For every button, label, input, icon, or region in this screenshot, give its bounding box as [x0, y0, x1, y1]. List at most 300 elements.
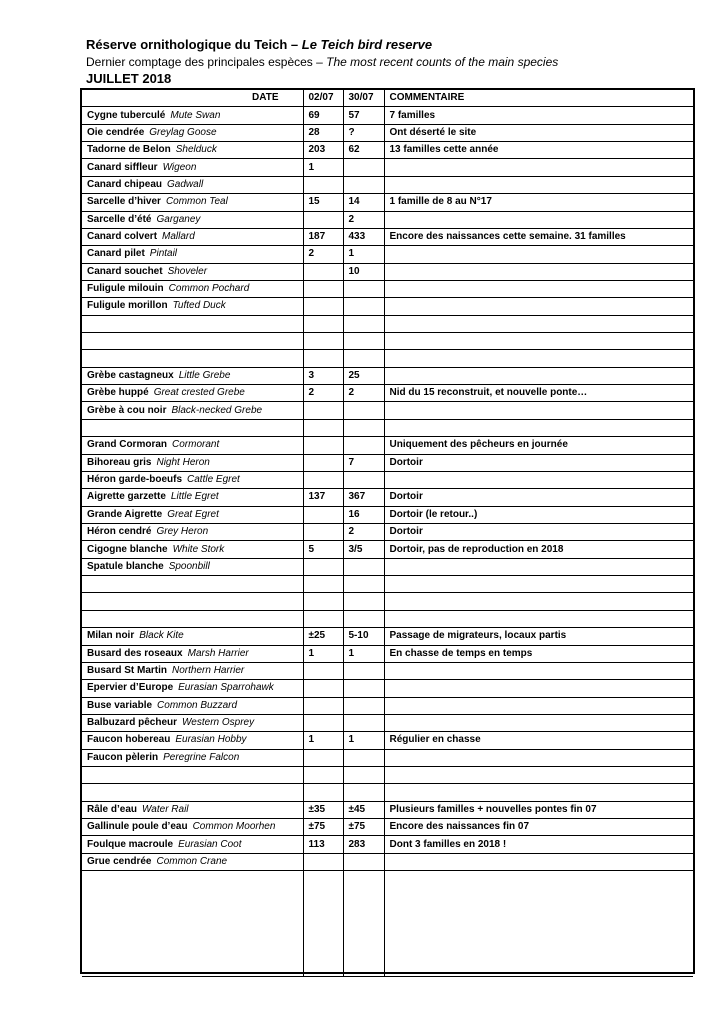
count-cell-2 — [343, 159, 384, 176]
species-english-name: Shoveler — [167, 265, 208, 277]
count-cell-1 — [303, 263, 343, 280]
table-row — [82, 246, 693, 263]
count-cell-1 — [303, 280, 343, 297]
table-row — [82, 836, 693, 853]
comment-cell — [384, 784, 693, 801]
blank-cell — [343, 871, 384, 977]
species-french-name: Epervier d’Europe — [87, 682, 174, 694]
species-french-name: Cigogne blanche — [87, 543, 168, 555]
count-cell-1 — [303, 680, 343, 697]
species-english-name: Peregrine Falcon — [163, 751, 240, 763]
count-cell-2 — [343, 767, 384, 784]
count-cell-2 — [343, 176, 384, 193]
count-cell-1 — [303, 333, 343, 350]
count-cell-2: 283 — [343, 836, 384, 853]
species-cell — [82, 523, 303, 540]
species-cell — [82, 454, 303, 471]
count-cell-2: ±75 — [343, 819, 384, 836]
table-row — [82, 228, 693, 245]
species-english-name: Spoonbill — [168, 560, 210, 572]
species-english-name: Eurasian Sparrohawk — [178, 682, 274, 694]
count-cell-1: ±75 — [303, 819, 343, 836]
species-cell — [82, 228, 303, 245]
species-cell — [82, 645, 303, 662]
subtitle-english: The most recent counts of the main species — [326, 55, 559, 69]
species-english-name: Common Buzzard — [157, 699, 238, 711]
species-cell — [82, 194, 303, 211]
count-cell-2: 1 — [343, 732, 384, 749]
comment-cell: En chasse de temps en temps — [384, 645, 693, 662]
table-row — [82, 315, 693, 332]
comment-cell: Encore des naissances fin 07 — [384, 819, 693, 836]
species-english-name: Water Rail — [142, 803, 189, 815]
blank-cell — [384, 871, 693, 977]
species-cell — [82, 506, 303, 523]
comment-cell — [384, 749, 693, 766]
table-row — [82, 194, 693, 211]
species-english-name: Cattle Egret — [187, 474, 240, 486]
comment-cell: Dortoir — [384, 523, 693, 540]
species-french-name: Gallinule poule d’eau — [87, 821, 188, 833]
species-english-name: Tufted Duck — [172, 300, 226, 312]
species-english-name: Eurasian Coot — [178, 838, 242, 850]
table-row — [82, 176, 693, 193]
count-cell-1: 1 — [303, 732, 343, 749]
species-french-name: Fuligule milouin — [87, 283, 164, 295]
count-cell-2: ? — [343, 124, 384, 141]
species-cell — [82, 801, 303, 818]
species-french-name: Canard pilet — [87, 248, 145, 260]
species-french-name: Canard colvert — [87, 231, 158, 243]
species-cell — [82, 385, 303, 402]
species-english-name: Common Pochard — [168, 283, 250, 295]
species-english-name: Pintail — [149, 248, 178, 260]
count-cell-2: 62 — [343, 142, 384, 159]
count-cell-1 — [303, 298, 343, 315]
species-french-name: Cygne tuberculé — [87, 109, 166, 121]
blank-cell — [82, 871, 303, 977]
species-cell — [82, 367, 303, 384]
species-french-name: Sarcelle d’été — [87, 213, 152, 225]
count-cell-1 — [303, 576, 343, 593]
table-blank-area — [82, 871, 693, 977]
comment-cell — [384, 471, 693, 488]
count-cell-2 — [343, 576, 384, 593]
count-cell-2 — [343, 437, 384, 454]
species-cell — [82, 558, 303, 575]
table-row — [82, 697, 693, 714]
species-english-name: Grey Heron — [156, 526, 209, 538]
table-row — [82, 298, 693, 315]
species-english-name: Eurasian Hobby — [175, 734, 247, 746]
comment-cell: Dortoir — [384, 489, 693, 506]
table-row — [82, 767, 693, 784]
month-label: JUILLET 2018 — [86, 71, 172, 86]
table-row — [82, 107, 693, 124]
comment-cell — [384, 697, 693, 714]
comment-cell: Dont 3 familles en 2018 ! — [384, 836, 693, 853]
species-french-name: Bihoreau gris — [87, 456, 152, 468]
table-row — [82, 124, 693, 141]
species-english-name: Greylag Goose — [149, 126, 217, 138]
species-cell — [82, 402, 303, 419]
species-french-name: Râle d’eau — [87, 803, 138, 815]
count-cell-1 — [303, 437, 343, 454]
species-french-name: Milan noir — [87, 630, 135, 642]
comment-cell — [384, 246, 693, 263]
species-cell — [82, 176, 303, 193]
comment-cell: Nid du 15 reconstruit, et nouvelle ponte… — [384, 385, 693, 402]
count-cell-1: 15 — [303, 194, 343, 211]
count-cell-1: 3 — [303, 367, 343, 384]
count-cell-1: 69 — [303, 107, 343, 124]
table-row — [82, 437, 693, 454]
species-english-name: Common Crane — [156, 855, 228, 867]
count-cell-1 — [303, 853, 343, 870]
count-cell-2: 3/5 — [343, 541, 384, 558]
species-french-name: Busard St Martin — [87, 665, 168, 677]
species-english-name: Common Moorhen — [192, 821, 276, 833]
comment-cell: 13 familles cette année — [384, 142, 693, 159]
count-cell-2 — [343, 280, 384, 297]
species-english-name: Gadwall — [167, 178, 204, 190]
species-english-name: Night Heron — [156, 456, 210, 468]
table-header-row — [82, 90, 693, 107]
count-cell-1: ±25 — [303, 628, 343, 645]
count-cell-1 — [303, 714, 343, 731]
count-cell-1 — [303, 784, 343, 801]
species-english-name: Common Teal — [165, 196, 228, 208]
count-cell-1 — [303, 176, 343, 193]
count-cell-1 — [303, 523, 343, 540]
table-row — [82, 732, 693, 749]
species-french-name: Canard siffleur — [87, 161, 158, 173]
species-english-name: Cormorant — [172, 439, 220, 451]
species-french-name: Buse variable — [87, 699, 153, 711]
comment-cell: 7 familles — [384, 107, 693, 124]
table-row — [82, 714, 693, 731]
species-cell — [82, 350, 303, 367]
count-cell-2 — [343, 333, 384, 350]
species-english-name: Garganey — [156, 213, 201, 225]
table-row — [82, 419, 693, 436]
count-cell-2: 367 — [343, 489, 384, 506]
species-french-name: Spatule blanche — [87, 560, 164, 572]
comment-cell — [384, 610, 693, 627]
count-cell-2: 14 — [343, 194, 384, 211]
count-cell-1: 28 — [303, 124, 343, 141]
species-english-name: Little Egret — [170, 491, 219, 503]
species-cell — [82, 662, 303, 679]
table-row — [82, 523, 693, 540]
comment-cell — [384, 176, 693, 193]
species-english-name: Black-necked Grebe — [171, 404, 263, 416]
count-cell-2: 1 — [343, 246, 384, 263]
count-cell-1 — [303, 419, 343, 436]
count-cell-1 — [303, 767, 343, 784]
count-cell-1 — [303, 350, 343, 367]
comment-cell — [384, 298, 693, 315]
table-row — [82, 333, 693, 350]
comment-cell — [384, 315, 693, 332]
count-cell-2 — [343, 680, 384, 697]
count-cell-1: 1 — [303, 645, 343, 662]
table-row — [82, 142, 693, 159]
species-french-name: Faucon hobereau — [87, 734, 171, 746]
count-cell-1 — [303, 315, 343, 332]
comment-cell — [384, 280, 693, 297]
table-row — [82, 853, 693, 870]
count-cell-1: 1 — [303, 159, 343, 176]
comment-cell — [384, 159, 693, 176]
count-cell-1: 203 — [303, 142, 343, 159]
species-french-name: Busard des roseaux — [87, 647, 183, 659]
species-french-name: Balbuzard pêcheur — [87, 717, 178, 729]
count-cell-2 — [343, 853, 384, 870]
count-cell-2: 25 — [343, 367, 384, 384]
species-cell — [82, 628, 303, 645]
species-cell — [82, 680, 303, 697]
count-cell-1 — [303, 558, 343, 575]
table-row — [82, 211, 693, 228]
count-cell-2: 57 — [343, 107, 384, 124]
species-french-name: Héron garde-boeufs — [87, 474, 183, 486]
species-cell — [82, 124, 303, 141]
species-english-name: Wigeon — [162, 161, 197, 173]
table-row — [82, 159, 693, 176]
count-cell-2 — [343, 419, 384, 436]
species-cell — [82, 419, 303, 436]
table-row — [82, 784, 693, 801]
comment-cell — [384, 853, 693, 870]
species-english-name: Marsh Harrier — [187, 647, 249, 659]
count-cell-2 — [343, 714, 384, 731]
species-english-name: White Stork — [172, 543, 225, 555]
species-english-name: Little Grebe — [178, 369, 231, 381]
species-french-name: Canard chipeau — [87, 178, 163, 190]
species-cell — [82, 610, 303, 627]
count-cell-2: 7 — [343, 454, 384, 471]
table-row — [82, 280, 693, 297]
count-cell-2 — [343, 350, 384, 367]
species-french-name: Faucon pèlerin — [87, 751, 159, 763]
table-row — [82, 576, 693, 593]
species-cell — [82, 489, 303, 506]
table-row — [82, 801, 693, 818]
comment-cell — [384, 680, 693, 697]
header-count-1: 02/07 — [303, 90, 343, 107]
comment-cell: Régulier en chasse — [384, 732, 693, 749]
blank-cell — [303, 871, 343, 977]
counts-table-frame — [80, 88, 695, 974]
count-cell-2 — [343, 471, 384, 488]
count-cell-1 — [303, 593, 343, 610]
species-cell — [82, 576, 303, 593]
table-row — [82, 680, 693, 697]
table-row — [82, 749, 693, 766]
species-french-name: Grande Aigrette — [87, 508, 163, 520]
comment-cell — [384, 263, 693, 280]
table-row — [82, 819, 693, 836]
species-cell — [82, 159, 303, 176]
count-cell-2: ±45 — [343, 801, 384, 818]
table-row — [82, 506, 693, 523]
count-cell-1 — [303, 697, 343, 714]
species-cell — [82, 593, 303, 610]
comment-cell: Ont déserté le site — [384, 124, 693, 141]
species-english-name: Mallard — [162, 231, 195, 243]
count-cell-2 — [343, 749, 384, 766]
table-row — [82, 645, 693, 662]
comment-cell — [384, 402, 693, 419]
table-row — [82, 454, 693, 471]
comment-cell: Plusieurs familles + nouvelles pontes fin 07 — [384, 801, 693, 818]
count-cell-2: 1 — [343, 645, 384, 662]
species-cell — [82, 263, 303, 280]
counts-table — [82, 90, 693, 977]
comment-cell — [384, 767, 693, 784]
species-english-name: Northern Harrier — [172, 665, 245, 677]
count-cell-2 — [343, 402, 384, 419]
count-cell-2: 433 — [343, 228, 384, 245]
species-french-name: Grèbe à cou noir — [87, 404, 167, 416]
count-cell-1: 2 — [303, 246, 343, 263]
count-cell-2: 2 — [343, 385, 384, 402]
comment-cell — [384, 350, 693, 367]
title-english: Le Teich bird reserve — [301, 37, 433, 52]
species-cell — [82, 836, 303, 853]
species-french-name: Canard souchet — [87, 265, 163, 277]
species-cell — [82, 819, 303, 836]
count-cell-2: 2 — [343, 211, 384, 228]
comment-cell — [384, 211, 693, 228]
species-english-name: Great crested Grebe — [153, 387, 245, 399]
comment-cell: Passage de migrateurs, locaux partis — [384, 628, 693, 645]
species-cell — [82, 107, 303, 124]
comment-cell: Dortoir, pas de reproduction en 2018 — [384, 541, 693, 558]
count-cell-2: 10 — [343, 263, 384, 280]
count-cell-1 — [303, 211, 343, 228]
page-title — [86, 37, 432, 52]
count-cell-1: 5 — [303, 541, 343, 558]
count-cell-2 — [343, 315, 384, 332]
comment-cell — [384, 367, 693, 384]
count-cell-2 — [343, 558, 384, 575]
header-count-2: 30/07 — [343, 90, 384, 107]
comment-cell: Uniquement des pêcheurs en journée — [384, 437, 693, 454]
table-row — [82, 402, 693, 419]
count-cell-1: 113 — [303, 836, 343, 853]
count-cell-2 — [343, 298, 384, 315]
table-row — [82, 350, 693, 367]
subtitle-french: Dernier comptage des principales espèces – — [86, 55, 327, 69]
species-english-name: Great Egret — [167, 508, 219, 520]
table-row — [82, 610, 693, 627]
count-cell-2 — [343, 610, 384, 627]
species-french-name: Aigrette garzette — [87, 491, 166, 503]
count-cell-2 — [343, 697, 384, 714]
comment-cell — [384, 419, 693, 436]
count-cell-2: 5-10 — [343, 628, 384, 645]
table-row — [82, 628, 693, 645]
species-cell — [82, 749, 303, 766]
species-cell — [82, 315, 303, 332]
table-row — [82, 367, 693, 384]
count-cell-1 — [303, 402, 343, 419]
comment-cell — [384, 558, 693, 575]
count-cell-2 — [343, 784, 384, 801]
comment-cell — [384, 662, 693, 679]
count-cell-2: 16 — [343, 506, 384, 523]
species-cell — [82, 541, 303, 558]
species-cell — [82, 246, 303, 263]
count-cell-2 — [343, 593, 384, 610]
species-french-name: Foulque macroule — [87, 838, 174, 850]
count-cell-1 — [303, 471, 343, 488]
species-french-name: Grand Cormoran — [87, 439, 168, 451]
comment-cell: 1 famille de 8 au N°17 — [384, 194, 693, 211]
page-subtitle — [86, 55, 558, 69]
count-cell-1: 137 — [303, 489, 343, 506]
count-cell-1 — [303, 662, 343, 679]
comment-cell: Dortoir (le retour..) — [384, 506, 693, 523]
species-cell — [82, 732, 303, 749]
species-french-name: Grèbe huppé — [87, 387, 149, 399]
species-french-name: Héron cendré — [87, 526, 152, 538]
count-cell-1: 2 — [303, 385, 343, 402]
count-cell-1 — [303, 506, 343, 523]
header-comment: COMMENTAIRE — [384, 90, 693, 107]
comment-cell — [384, 333, 693, 350]
species-cell — [82, 211, 303, 228]
count-cell-1: ±35 — [303, 801, 343, 818]
species-cell — [82, 280, 303, 297]
species-cell — [82, 697, 303, 714]
species-cell — [82, 714, 303, 731]
species-cell — [82, 471, 303, 488]
species-english-name: Western Osprey — [182, 717, 255, 729]
table-row — [82, 489, 693, 506]
comment-cell: Encore des naissances cette semaine. 31 familles — [384, 228, 693, 245]
table-row — [82, 558, 693, 575]
comment-cell — [384, 714, 693, 731]
species-french-name: Tadorne de Belon — [87, 144, 171, 156]
species-cell — [82, 853, 303, 870]
species-cell — [82, 298, 303, 315]
comment-cell — [384, 593, 693, 610]
species-cell — [82, 333, 303, 350]
species-french-name: Oie cendrée — [87, 126, 145, 138]
table-row — [82, 662, 693, 679]
table-row — [82, 385, 693, 402]
species-french-name: Fuligule morillon — [87, 300, 168, 312]
comment-cell: Dortoir — [384, 454, 693, 471]
count-cell-1 — [303, 610, 343, 627]
title-french: Réserve ornithologique du Teich – — [86, 37, 302, 52]
species-english-name: Black Kite — [139, 630, 184, 642]
species-cell — [82, 767, 303, 784]
species-cell — [82, 784, 303, 801]
species-french-name: Grue cendrée — [87, 855, 152, 867]
count-cell-1 — [303, 454, 343, 471]
count-cell-2: 2 — [343, 523, 384, 540]
table-row — [82, 471, 693, 488]
count-cell-1: 187 — [303, 228, 343, 245]
species-english-name: Mute Swan — [170, 109, 221, 121]
table-row — [82, 593, 693, 610]
species-english-name: Shelduck — [175, 144, 217, 156]
species-cell — [82, 142, 303, 159]
